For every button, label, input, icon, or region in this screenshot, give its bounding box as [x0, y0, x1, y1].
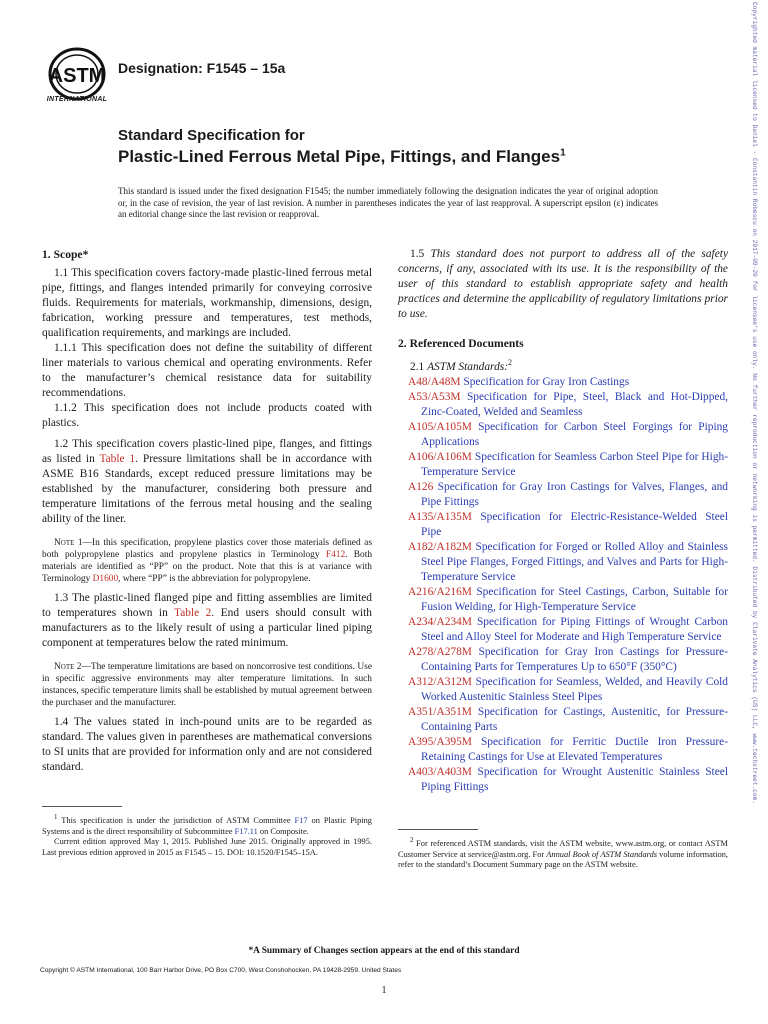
designation-label: Designation: F1545: [118, 60, 247, 76]
reference-item: [398, 645, 728, 675]
footnote-1-text-cont: on Plastic Piping Systems and is the direct responsibility of Subcommittee: [42, 815, 372, 836]
reference-item: [398, 390, 728, 420]
reference-item: [398, 615, 728, 645]
reference-title-link[interactable]: Specification for Castings, Austenitic, for Pressure-Containing Parts: [421, 705, 728, 733]
footnote-2-para: [398, 835, 728, 871]
note-1-text-end: , where “PP” is the abbreviation for polypropylene.: [118, 574, 311, 584]
reference-item: [398, 765, 728, 795]
license-text: Copyrighted material licensed to Daniel - Constantin Robescu on 2017-09-20 for licensee's use only. No further reproduction or networking is permitted. Distributed by Clarivate Analytics (US) LLC, www.techstreet.com.: [751, 2, 758, 805]
footnote-2-italic: Annual Book of ASTM Standards: [546, 849, 658, 859]
reference-code-link[interactable]: A312/A312M: [408, 675, 472, 688]
para-1-1-2: 1.1.2 This specification does not include products coated with plastics.: [42, 402, 372, 429]
reference-item: [398, 540, 728, 585]
reference-title-link[interactable]: Specification for Seamless, Welded, and Heavily Cold Worked Austenitic Stainless Steel Pipes: [421, 675, 728, 703]
reference-code-link[interactable]: A106/A106M: [408, 450, 472, 463]
footnote-1-edition: Current edition approved May 1, 2015. Published June 2015. Originally approved in 1995. Last previous edition approved in 2015 as F1545 – 15. DOI: 10.1520/F1545–15A.: [42, 837, 372, 858]
designation-year: – 15a: [250, 60, 286, 76]
f17-11-link[interactable]: F17.11: [234, 826, 258, 836]
refdocs-heading: 2. Referenced Documents: [398, 337, 524, 350]
footnote-2-text-cont: volume information, refer to the standard’s Document Summary page on the ASTM website.: [398, 849, 728, 870]
note-1-text: 1—In this specification, propylene plastics cover those materials defined as both polypropylene plastics and propylene plastics in Terminology: [42, 538, 372, 560]
para-1-2-text: 1.2 This specification covers plastic-lined pipe, flanges, and fittings as listed in: [42, 438, 372, 465]
summary-notice: *A Summary of Changes section appears at the end of this standard: [248, 946, 520, 956]
f412-link[interactable]: F412: [325, 550, 346, 560]
note-1-text-cont: . Both materials are identified as “PP” on the product. Note that this is at variance with Terminology: [42, 550, 373, 584]
para-1-1: 1.1 This specification covers factory-made plastic-lined ferrous metal pipe, fittings, and flanges intended primarily for conveying corrosive fluids. Requirements for materials, workmanship, dimensions, design, fabrication, working pressure and temperatures, test methods, qualification requirements, and markings are included.: [42, 267, 372, 339]
table-2-link[interactable]: Table 2: [174, 607, 212, 619]
para-1-5-number: 1.5: [410, 248, 431, 260]
reference-item: [398, 450, 728, 480]
reference-title-link[interactable]: Specification for Seamless Carbon Steel Pipe for High-Temperature Service: [421, 450, 728, 478]
footnote-1-text: This specification is under the jurisdiction of ASTM Committee: [57, 815, 295, 825]
title-line-1: Standard Specification for: [118, 127, 305, 144]
astm-standards-subheading: [398, 355, 728, 375]
copyright: Copyright © ASTM International, 100 Barr Harbor Drive, PO Box C700, West Conshohocken, PA 19428-2959. United States: [40, 967, 402, 974]
svg-text:ASTM: ASTM: [48, 65, 106, 87]
reference-list: [398, 375, 728, 795]
para-1-2-text-cont: . Pressure limitations shall be in accordance with ASME B16 Standards, except reduced pressure limitations may be established by the manufacturer, considering both pressure and temperature limitations of the ferrous metal housing and the sealing ability of the liner.: [42, 453, 372, 525]
reference-item: [398, 675, 728, 705]
reference-title-link[interactable]: Specification for Pipe, Steel, Black and Hot-Dipped, Zinc-Coated, Welded and Seamless: [421, 390, 728, 418]
reference-code-link[interactable]: A278/A278M: [408, 645, 472, 658]
reference-code-link[interactable]: A48/A48M: [408, 375, 461, 388]
page-title: Plastic-Lined Ferrous Metal Pipe, Fittings, and Flanges: [118, 147, 561, 166]
footnote-1-para: [42, 812, 372, 837]
reference-item: [398, 585, 728, 615]
reference-title-link[interactable]: Specification for Steel Castings, Carbon, Suitable for Fusion Welding, for High-Temperature Service: [421, 585, 728, 613]
para-1-1-1: 1.1.1 This specification does not define the suitability of different liner materials to various chemical and operating environments. Refer to the manufacturer’s chemical resistance data for suitability recommendations.: [42, 342, 372, 399]
designation: [118, 60, 285, 76]
f17-link[interactable]: F17: [294, 815, 308, 825]
reference-item: [398, 375, 728, 390]
reference-code-link[interactable]: A395/A395M: [408, 735, 472, 748]
logo-caption: INTERNATIONAL: [46, 96, 108, 103]
footnote-1: [42, 812, 372, 859]
reference-item: [398, 735, 728, 765]
reference-title-link[interactable]: Specification for Gray Iron Castings for Pressure-Containing Parts for Temperatures Up to 650°F (350°C): [421, 645, 728, 673]
subheading-footnote-marker: 2: [508, 358, 512, 367]
reference-title-link[interactable]: Specification for Carbon Steel Forgings for Piping Applications: [421, 420, 728, 448]
reference-title-link[interactable]: Specification for Ferritic Ductile Iron Pressure-Retaining Castings for Use at Elevated Temperatures: [421, 735, 728, 763]
footnote-rule-left: [42, 806, 122, 807]
reference-code-link[interactable]: A53/A53M: [408, 390, 461, 403]
footnote-1-text-end: on Composite.: [257, 826, 309, 836]
table-1-link[interactable]: Table 1: [99, 453, 136, 465]
reference-item: [398, 705, 728, 735]
reference-title-link[interactable]: Specification for Forged or Rolled Alloy and Stainless Steel Pipe Flanges, Forged Fittings, and Valves and Parts for High-Temperature Service: [421, 540, 728, 583]
para-1-5-text: This standard does not purport to address all of the safety concerns, if any, associated with its use. It is the responsibility of the user of this standard to establish appropriate safety and health practices and determine the applicability of regulatory limitations prior to use.: [398, 248, 728, 320]
footnote-rule-right: [398, 829, 478, 830]
footnote-1-marker: 1: [54, 813, 58, 821]
reference-code-link[interactable]: A182/A182M: [408, 540, 472, 553]
footnote-2-text: For referenced ASTM standards, visit the ASTM website, www.astm.org, or contact ASTM Customer Service at service@astm.org. For: [398, 838, 728, 859]
para-1-4: 1.4 The values stated in inch-pound units are to be regarded as standard. The values given in parentheses are mathematical conversions to SI units that are provided for information only and are not considered standard.: [42, 716, 372, 773]
para-1-5: [398, 247, 728, 322]
note-2-text: 2—The temperature limitations are based on noncorrosive test conditions. Use in specific aggressive environments may alter temperature limitations. In such instances, specific temperature limits shall be established by mutual agreement between the purchaser and the manufacturer.: [42, 662, 372, 708]
note-2: [42, 661, 372, 709]
reference-code-link[interactable]: A403/A403M: [408, 765, 472, 778]
title-line-2: [118, 147, 566, 167]
para-1-3: [42, 591, 372, 651]
para-1-3-text-cont: . End users should consult with manufacturers as to the likely result of using a particular lined piping component at temperatures below the rated minimum.: [42, 607, 372, 649]
title-footnote-marker: 1: [560, 147, 566, 159]
note-2-label: Note: [54, 662, 75, 672]
page-number: 1: [381, 985, 387, 996]
reference-title-link[interactable]: Specification for Wrought Austenitic Stainless Steel Piping Fittings: [421, 765, 728, 793]
scope-heading: 1. Scope*: [42, 248, 89, 261]
preamble: This standard is issued under the fixed designation F1545; the number immediately following the designation indicates the year of original adoption or, in the case of revision, the year of last revision. A number in parentheses indicates the year of last reapproval. A superscript epsilon (ε) indicates an editorial change since the last revision or reapproval.: [118, 186, 658, 219]
para-1-3-text: 1.3 The plastic-lined flanged pipe and fitting assemblies are limited to temperatures shown in: [42, 592, 372, 619]
reference-title-link[interactable]: Specification for Gray Iron Castings for Valves, Flanges, and Pipe Fittings: [421, 480, 728, 508]
right-column: [398, 247, 728, 795]
reference-title-link[interactable]: Specification for Piping Fittings of Wrought Carbon Steel and Alloy Steel for Moderate and High Temperature Service: [421, 615, 728, 643]
reference-code-link[interactable]: A216/A216M: [408, 585, 472, 598]
d1600-link[interactable]: D1600: [92, 574, 119, 584]
subheading-number: 2.1: [410, 360, 428, 373]
subheading-text: ASTM Standards:: [427, 360, 508, 373]
license-sidebar: [748, 2, 758, 902]
note-1: [42, 537, 372, 585]
left-column: [42, 247, 372, 775]
reference-title-link[interactable]: Specification for Electric-Resistance-Welded Steel Pipe: [421, 510, 728, 538]
reference-code-link[interactable]: A135/A135M: [408, 510, 472, 523]
reference-item: [398, 480, 728, 510]
para-1-2: [42, 437, 372, 527]
note-1-label: Note: [54, 538, 75, 548]
reference-code-link[interactable]: A351/A351M: [408, 705, 472, 718]
reference-code-link[interactable]: A234/A234M: [408, 615, 472, 628]
reference-item: [398, 510, 728, 540]
reference-code-link[interactable]: A105/A105M: [408, 420, 472, 433]
reference-code-link[interactable]: A126: [408, 480, 434, 493]
reference-title-link[interactable]: Specification for Gray Iron Castings: [460, 375, 630, 388]
footnote-2-marker: 2: [410, 836, 414, 844]
footnote-2: [398, 835, 728, 871]
reference-item: [398, 420, 728, 450]
